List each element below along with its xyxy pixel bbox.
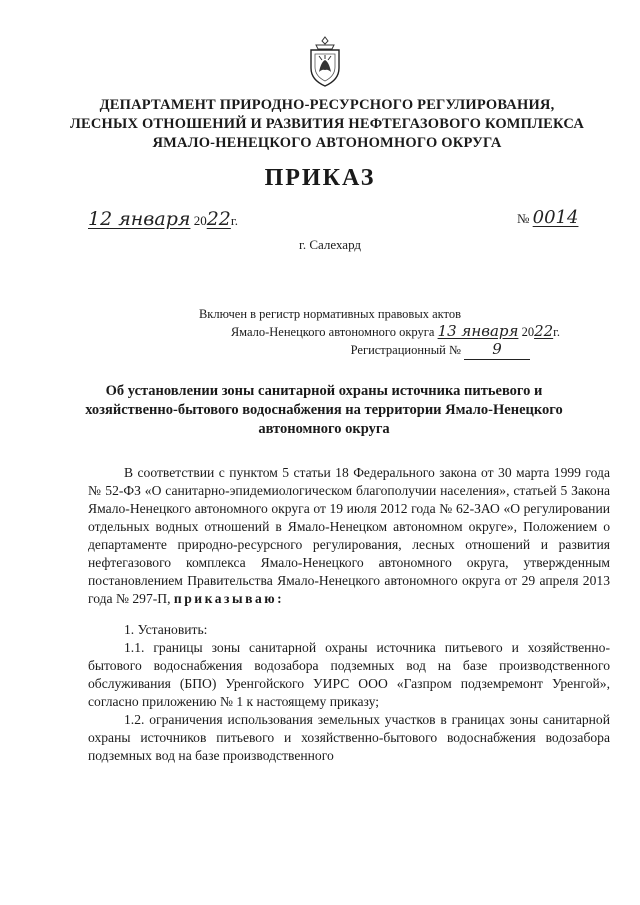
registry-line-2 xyxy=(140,323,560,341)
registry-region: Ямало-Ненецкого автономного округа xyxy=(230,325,435,339)
registry-number-label: Регистрационный № xyxy=(350,343,461,357)
handwritten-year: 22 xyxy=(206,208,231,230)
handwritten-registry-year: 22 xyxy=(534,322,554,340)
document-number xyxy=(517,207,578,228)
list-item: 1.2. ограничения использования земельных участков в границах зоны санитарной охраны источников питьевого и хозяйственно-бытового водоснабжения водозабора подземных вод на базе производственного xyxy=(88,712,610,763)
registry-suffix: г. xyxy=(553,325,560,339)
department-line: ЯМАЛО-НЕНЕЦКОГО АВТОНОМНОГО ОКРУГА xyxy=(152,135,502,151)
handwritten-number: 0014 xyxy=(532,207,579,228)
intro-text: В соответствии с пунктом 5 статьи 18 Федерального закона от 30 марта 1999 года № 52-ФЗ «О санитарно-эпидемиологическом благополучии населения», статьей 5 Закона Ямало-Ненецкого автономного округа от 19 июля 2012 года № 62-ЗАО «О регулировании отдельных водных отношений в Ямало-Ненецком автономном округе», Положением о департаменте природно-ресурсного регулирования, лесных отношений и развития нефтегазового комплекса Ямало-Ненецкого автономного округа, утвержденным постановлением Правительства Ямало-Ненецкого автономного округа от 29 апреля 2013 года № 297-П, xyxy=(88,465,610,606)
city: г. Салехард xyxy=(298,237,362,252)
date-year-prefix: 20 xyxy=(193,213,207,228)
list-item: 1.1. границы зоны санитарной охраны источника питьевого и хозяйственно-бытового водоснабжения водозабора подземных вод на базе производственного обслуживания (БПО) Уренгойского УИРС ООО «Газпром подземремонт Уренгой», согласно приложению № 1 к настоящему приказу; xyxy=(88,640,610,709)
document-date xyxy=(88,208,238,230)
registry-stamp xyxy=(140,306,560,360)
registry-line-3 xyxy=(140,341,530,360)
decree-word: приказываю: xyxy=(173,591,285,606)
document-title: Об установлении зоны санитарной охраны источника питьевого и хозяйственно-бытового водоснабжения на территории Ямало-Ненецкого автономного округа xyxy=(85,383,563,437)
list-item: 1. Установить: xyxy=(124,622,208,637)
department-line: ЛЕСНЫХ ОТНОШЕНИЙ И РАЗВИТИЯ НЕФТЕГАЗОВОГО КОМПЛЕКСА xyxy=(69,116,585,132)
body-paragraph xyxy=(88,464,610,608)
document-type: ПРИКАЗ xyxy=(264,165,376,191)
handwritten-registry-date: 13 января xyxy=(437,322,519,340)
registry-line-1: Включен в регистр нормативных правовых актов xyxy=(198,307,462,321)
handwritten-date: 12 января xyxy=(88,208,191,230)
coat-of-arms-icon xyxy=(306,36,344,88)
handwritten-registry-number: 9 xyxy=(492,340,502,358)
document-body xyxy=(88,464,610,765)
date-suffix: г. xyxy=(230,213,239,228)
department-name xyxy=(0,96,640,153)
number-label: № xyxy=(517,211,530,226)
registry-year-prefix: 20 xyxy=(521,325,535,339)
department-line: ДЕПАРТАМЕНТ ПРИРОДНО-РЕСУРСНОГО РЕГУЛИРОВАНИЯ, xyxy=(99,97,555,113)
